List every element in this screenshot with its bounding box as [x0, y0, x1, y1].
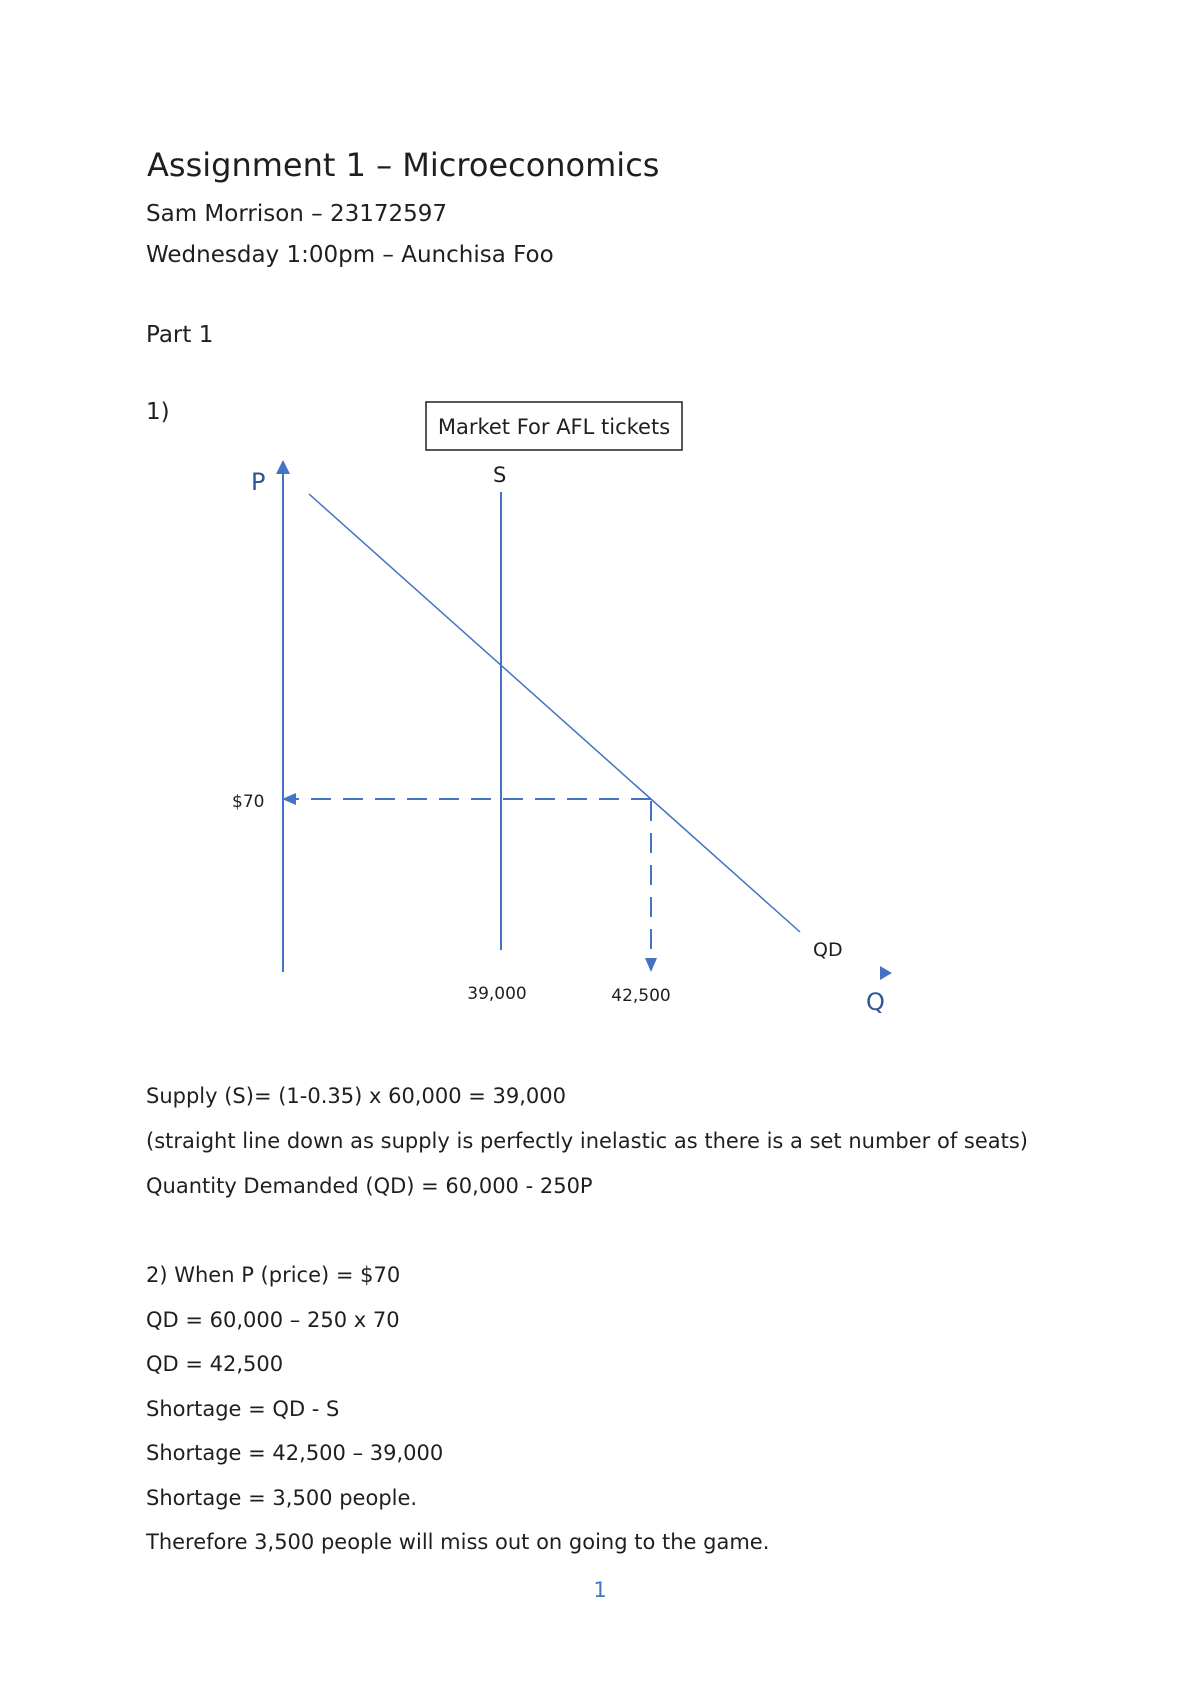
- price-axis-arrow-icon: [276, 460, 290, 474]
- price-label: $70: [232, 792, 265, 812]
- conclusion-line: Therefore 3,500 people will miss out on going to the game.: [146, 1530, 770, 1554]
- part-heading: Part 1: [146, 322, 214, 348]
- page-title: Assignment 1 – Microeconomics: [147, 146, 660, 184]
- supply-quantity-label: 39,000: [467, 984, 527, 1004]
- price-axis-label: P: [251, 468, 266, 496]
- shortage-calculation-line: Shortage = 42,500 – 39,000: [146, 1441, 444, 1465]
- quantity-axis-arrow-icon: [880, 966, 892, 980]
- demand-quantity-label: 42,500: [611, 986, 671, 1006]
- quantity-guide-arrow-icon: [645, 958, 657, 972]
- question-2-line: 2) When P (price) = $70: [146, 1263, 401, 1287]
- class-line: Wednesday 1:00pm – Aunchisa Foo: [146, 242, 554, 268]
- demand-line: [309, 494, 800, 932]
- chart-title: Market For AFL tickets: [437, 415, 671, 439]
- demand-line-label: QD: [813, 939, 843, 961]
- demand-equation: Quantity Demanded (QD) = 60,000 - 250P: [146, 1174, 593, 1198]
- supply-calculation: Supply (S)= (1-0.35) x 60,000 = 39,000: [146, 1084, 566, 1108]
- qd-calculation-line: QD = 60,000 – 250 x 70: [146, 1308, 400, 1332]
- page-number: 1: [593, 1578, 607, 1602]
- qd-result-line: QD = 42,500: [146, 1352, 284, 1376]
- question-1-label: 1): [146, 399, 170, 425]
- author-line: Sam Morrison – 23172597: [146, 201, 448, 227]
- shortage-result-line: Shortage = 3,500 people.: [146, 1486, 418, 1510]
- shortage-formula-line: Shortage = QD - S: [146, 1397, 340, 1421]
- supply-explanation: (straight line down as supply is perfectly inelastic as there is a set number of seats): [146, 1129, 1028, 1153]
- supply-line-label: S: [493, 463, 507, 487]
- quantity-axis-label: Q: [866, 988, 885, 1016]
- price-guide-arrow-icon: [282, 793, 296, 805]
